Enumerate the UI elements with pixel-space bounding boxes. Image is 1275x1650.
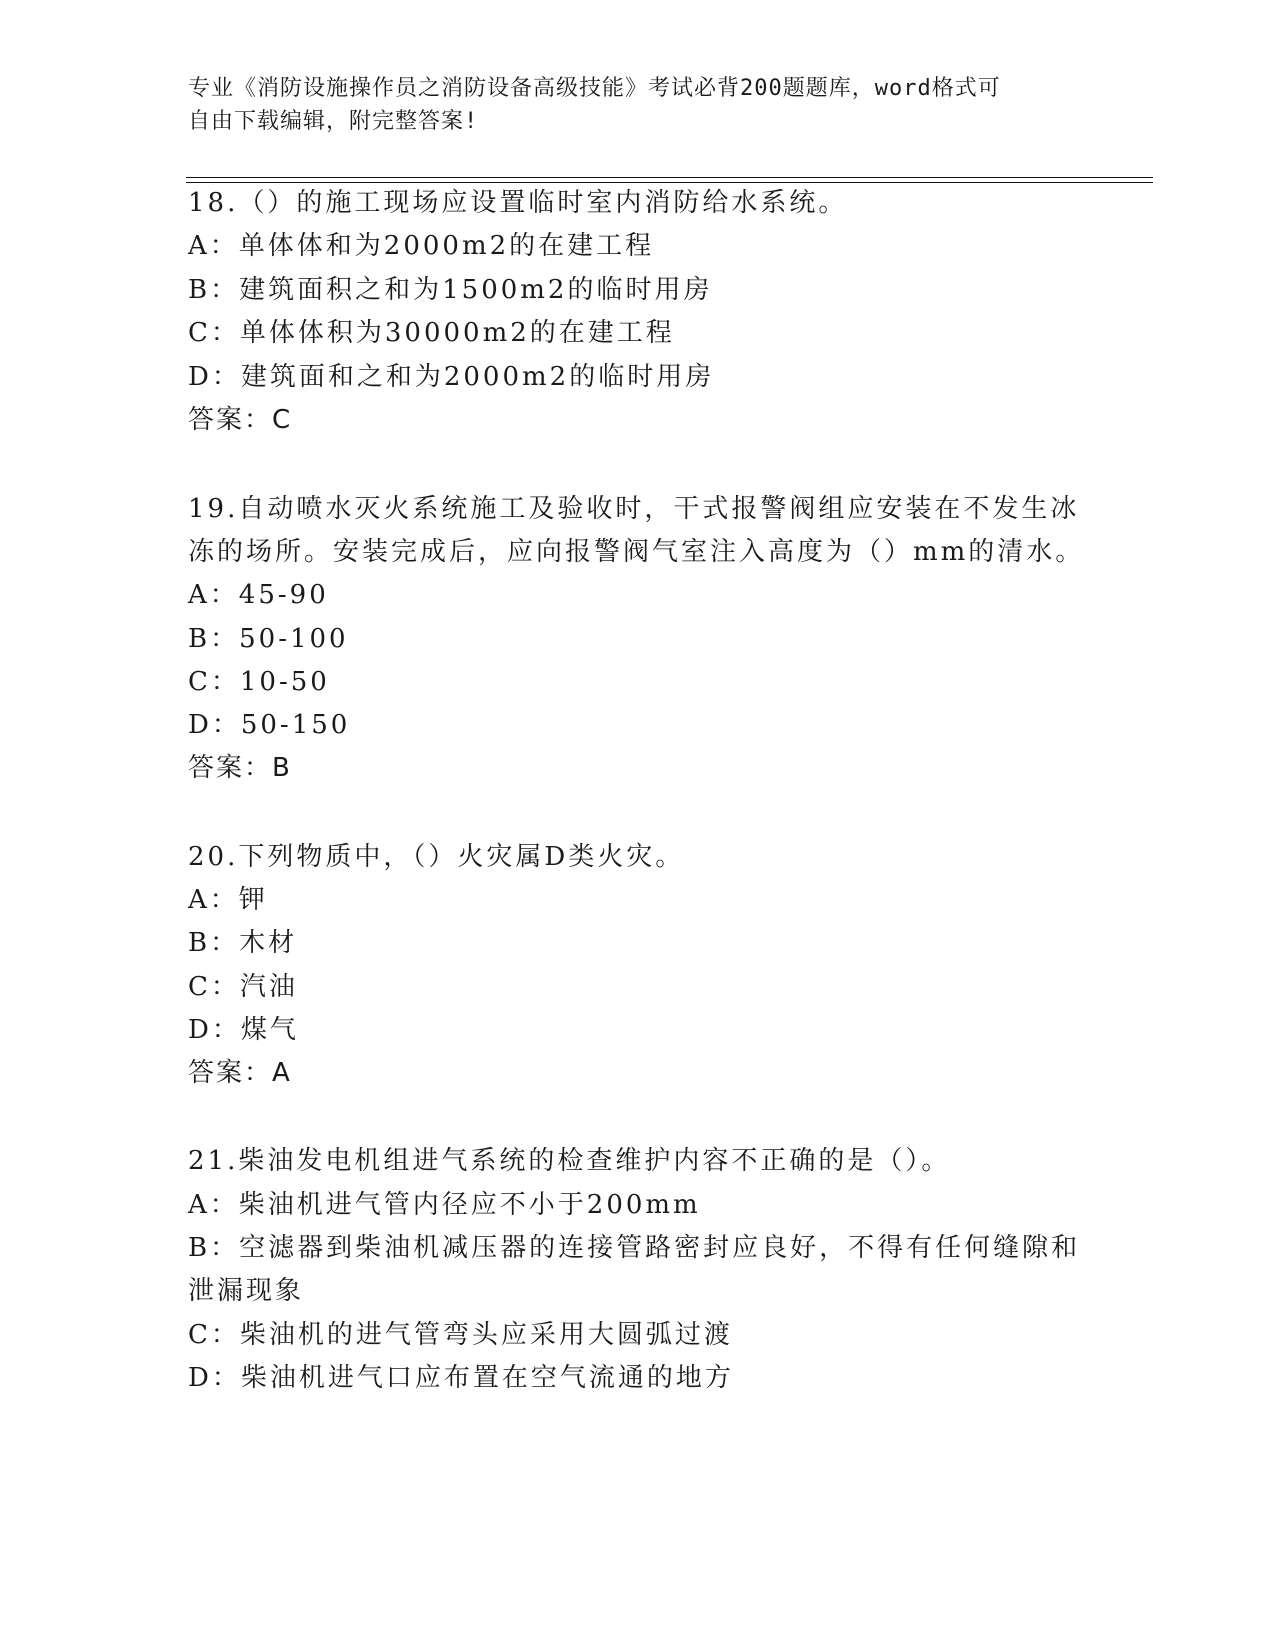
question-21-option-d: D：柴油机进气口应布置在空气流通的地方 xyxy=(188,1363,734,1393)
question-20-option-a: A：钾 xyxy=(188,885,268,915)
question-20-answer: 答案：A xyxy=(188,1058,292,1088)
question-21-option-b: B：空滤器到柴油机减压器的连接管路密封应良好，不得有任何缝隙和 xyxy=(188,1233,1081,1263)
question-19-option-d: D：50-150 xyxy=(188,710,351,740)
question-21-option-c: C：柴油机的进气管弯头应采用大圆弧过渡 xyxy=(188,1320,733,1350)
question-21-option-a: A：柴油机进气管内径应不小于200mm xyxy=(188,1190,701,1220)
question-20-option-b: B：木材 xyxy=(188,928,298,958)
question-19-option-b: B：50-100 xyxy=(188,624,349,654)
header-line: 专业《消防设施操作员之消防设备高级技能》考试必背200题题库，word格式可 xyxy=(188,76,1001,101)
header-line: 自由下载编辑，附完整答案! xyxy=(188,109,479,134)
document-header xyxy=(188,72,1088,138)
question-19-option-a: A：45-90 xyxy=(188,580,329,610)
question-19-option-c: C：10-50 xyxy=(188,667,330,697)
header-divider xyxy=(186,177,1153,178)
question-21-stem: 21.柴油发电机组进气系统的检查维护内容不正确的是（）。 xyxy=(188,1146,951,1176)
header-divider xyxy=(186,182,1153,183)
question-18-option-a: A：单体体和为2000m2的在建工程 xyxy=(188,231,655,261)
question-20-option-d: D：煤气 xyxy=(188,1015,299,1045)
question-18-option-d: D：建筑面和之和为2000m2的临时用房 xyxy=(188,362,715,392)
question-18-stem: 18.（）的施工现场应设置临时室内消防给水系统。 xyxy=(188,188,848,218)
question-19-answer: 答案：B xyxy=(188,753,292,783)
question-18-option-c: C：单体体积为30000m2的在建工程 xyxy=(188,318,675,348)
question-18-answer: 答案：C xyxy=(188,405,293,435)
question-20-stem: 20.下列物质中，（）火灾属D类火灾。 xyxy=(188,842,685,872)
question-19-stem: 19.自动喷水灭火系统施工及验收时，干式报警阀组应安装在不发生冰 xyxy=(188,494,1080,524)
question-18-option-b: B：建筑面积之和为1500m2的临时用房 xyxy=(188,275,713,305)
question-20-option-c: C：汽油 xyxy=(188,972,298,1002)
question-19-stem: 冻的场所。安装完成后，应向报警阀气室注入高度为（）mm的清水。 xyxy=(188,537,1085,567)
question-21-option-b-continued: 泄漏现象 xyxy=(188,1276,305,1306)
